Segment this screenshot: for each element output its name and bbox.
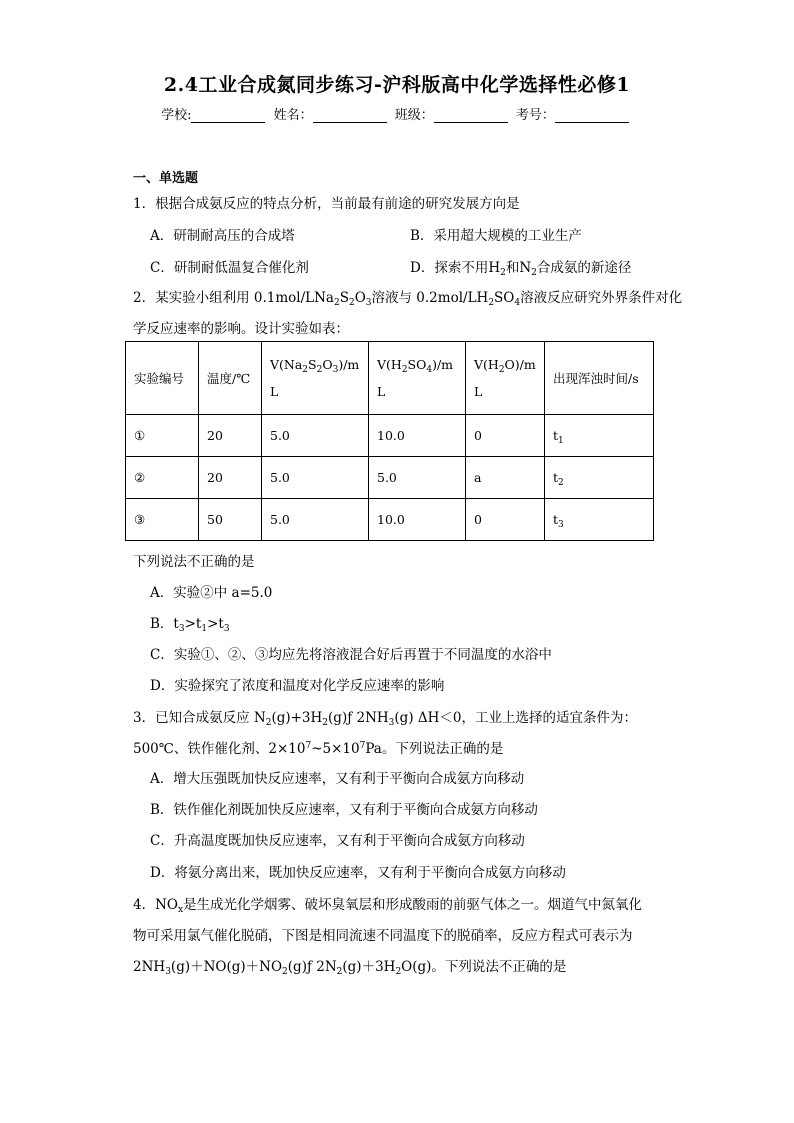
q3-stem-line1: 3．已知合成氨反应 $N_2(g)+3H_2(g)ƒ$ $2NH_3(g)$ ΔH＜0，工业上选择的适宜条件为：: [133, 710, 637, 728]
cell-v2: 10.0: [369, 499, 466, 541]
cell-time: $t_1$: [545, 415, 654, 457]
cell-v3: 0: [466, 499, 545, 541]
cell-time: $t_2$: [545, 457, 654, 499]
name-label: 姓名：: [273, 108, 313, 123]
header-temp: 温度/℃: [199, 342, 262, 415]
cell-v1: 5.0: [262, 415, 369, 457]
cell-id: ③: [126, 499, 199, 541]
q2-stem-line2: 学反应速率的影响。设计实验如表：: [133, 321, 349, 337]
q1-stem: 1．根据合成氨反应的特点分析，当前最有前途的研究发展方向是: [133, 196, 520, 212]
cell-v1: 5.0: [262, 499, 369, 541]
school-label: 学校:: [161, 108, 192, 123]
q2-option-d: D．实验探究了浓度和温度对化学反应速率的影响: [150, 678, 445, 694]
q4-stem-line1: 4．$NO_x$是生成光化学烟雾、破坏臭氧层和形成酸雨的前驱气体之一。烟道气中氮氧化: [133, 897, 643, 915]
q3-option-a: A．增大压强既加快反应速率，又有利于平衡向合成氨方向移动: [150, 771, 525, 787]
cell-v3: 0: [466, 415, 545, 457]
section-heading: 一、单选题: [133, 171, 199, 186]
cell-id: ①: [126, 415, 199, 457]
table-header-row: [126, 342, 654, 415]
header-v-h2o: $V(H_2O)/m$ L: [466, 342, 545, 415]
experiment-table: [125, 341, 654, 541]
header-id: 实验编号: [126, 342, 199, 415]
q4-stem-line2: 物可采用氯气催化脱硝，下图是相同流速不同温度下的脱硝率，反应方程式可表示为: [133, 928, 633, 944]
q2-option-b: B．$t_3>t_1>t_3$: [150, 616, 230, 634]
header-time: 出现浑浊时间/s: [545, 342, 654, 415]
q3-stem-line2: 500℃、铁作催化剂、$2\times 10^7\sim 5\times 10^7Pa$。下列说法正确的是: [133, 741, 504, 757]
header-v-na2s2o3: $V(Na_2S_2O_3)/m$ L: [262, 342, 369, 415]
number-blank[interactable]: [555, 110, 629, 123]
class-blank[interactable]: [434, 110, 508, 123]
q2-option-a: A．实验②中 a=5.0: [150, 585, 273, 601]
q1-option-d: D．探索不用$H_2$和$N_2$合成氨的新途径: [410, 260, 632, 278]
cell-v1: 5.0: [262, 457, 369, 499]
q3-option-d: D．将氨分离出来，既加快反应速率，又有利于平衡向合成氨方向移动: [150, 865, 566, 881]
q4-stem-line3: $2NH_3(g)+NO(g)+NO_2(g)ƒ$ $2N_2(g)+3H_2O(g)$。下列说法不正确的是: [133, 959, 567, 977]
header-v-h2so4: $V(H_2SO_4)/m$ L: [369, 342, 466, 415]
q1-option-a: A．研制耐高压的合成塔: [150, 228, 295, 244]
q1-option-b: B．采用超大规模的工业生产: [410, 228, 582, 244]
cell-temp: 20: [199, 415, 262, 457]
cell-v2: 10.0: [369, 415, 466, 457]
q2-stem-line1: 2．某实验小组利用 $0.1mol/LNa_2S_2O_3$溶液与 $0.2mol/LH_2SO_4$溶液反应研究外界条件对化: [133, 290, 683, 308]
q1-option-c: C．研制耐低温复合催化剂: [150, 260, 309, 276]
cell-id: ②: [126, 457, 199, 499]
page-title: 2.4工业合成氮同步练习-沪科版高中化学选择性必修1: [163, 74, 631, 96]
cell-temp: 50: [199, 499, 262, 541]
name-blank[interactable]: [313, 110, 387, 123]
number-label: 考号：: [515, 108, 555, 123]
table-row: [126, 415, 654, 457]
q2-option-c: C．实验①、②、③均应先将溶液混合好后再置于不同温度的水浴中: [150, 647, 552, 663]
cell-time: $t_3$: [545, 499, 654, 541]
q3-option-b: B．铁作催化剂既加快反应速率，又有利于平衡向合成氨方向移动: [150, 802, 538, 818]
cell-v2: 5.0: [369, 457, 466, 499]
table-row: [126, 457, 654, 499]
cell-temp: 20: [199, 457, 262, 499]
school-blank[interactable]: [191, 110, 265, 123]
student-info-line: [0, 104, 794, 123]
cell-v3: a: [466, 457, 545, 499]
class-label: 班级：: [394, 108, 434, 123]
table-row: [126, 499, 654, 541]
q2-ask: 下列说法不正确的是: [133, 554, 255, 570]
q3-option-c: C．升高温度既加快反应速率，又有利于平衡向合成氨方向移动: [150, 833, 525, 849]
